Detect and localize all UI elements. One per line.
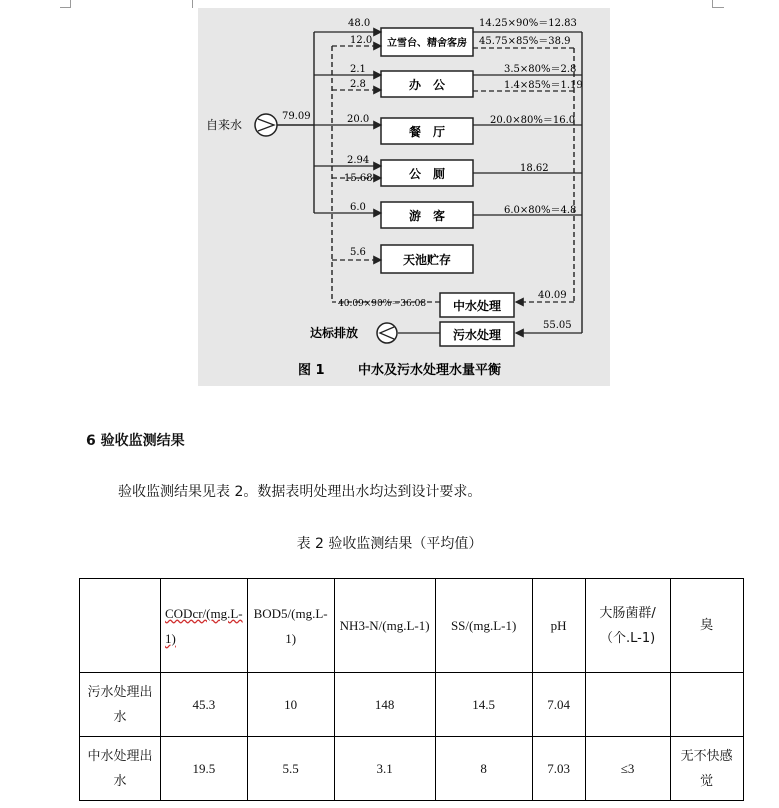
node-label-3: 餐 厅 (408, 125, 446, 139)
table-caption: 表 2 验收监测结果（平均值） (296, 536, 483, 552)
node-1-out-dash: 45.75×85%＝38.9 (479, 36, 571, 47)
source-label: 自来水 (206, 118, 243, 132)
header-cell-nh3n: NH3-N/(mg.L-1) (334, 579, 435, 673)
header-cell-ph: pH (532, 579, 585, 673)
corner-mark-left-h (60, 7, 71, 8)
node-label-4: 公 厕 (408, 167, 446, 181)
section-heading: 6 验收监测结果 (86, 433, 185, 449)
node-box-2 (381, 71, 473, 97)
reclaim-in-value: 40.09 (538, 290, 567, 301)
node-4-out-solid: 18.62 (520, 163, 549, 174)
figure-caption-text: 中水及污水处理水量平衡 (358, 363, 502, 378)
row2-label: 中水处理出水 (80, 737, 161, 801)
reclaim-box-label: 中水处理 (452, 299, 502, 313)
source-value: 79.09 (282, 111, 311, 122)
tap-water-pump-icon (255, 114, 277, 136)
node-4-in-solid: 2.94 (347, 155, 370, 166)
section-paragraph: 验收监测结果见表 2。数据表明处理出水均达到设计要求。 (118, 484, 482, 500)
node-4-in-dash: 15.68 (344, 173, 373, 184)
reclaim-return-value: 40.09×90%＝36.08 (338, 299, 427, 309)
water-balance-diagram (198, 8, 610, 386)
node-6-in-dash: 5.6 (350, 247, 366, 258)
corner-mark-right-h (712, 7, 724, 8)
node-box-5 (381, 202, 473, 228)
row1-ph: 7.04 (532, 673, 585, 737)
node-box-6 (381, 245, 473, 273)
row1-codcr: 45.3 (161, 673, 248, 737)
node-2-out-solid: 3.5×80%＝2.8 (504, 64, 577, 75)
node-2-in-solid: 2.1 (350, 64, 366, 75)
node-box-4 (381, 160, 473, 186)
row1-coliform (585, 673, 670, 737)
node-1-in-solid: 48.0 (348, 18, 371, 29)
node-label-6: 天池贮存 (402, 253, 452, 267)
row2-bod5: 5.5 (247, 737, 334, 801)
table-row (80, 673, 744, 737)
node-box-3 (381, 118, 473, 144)
node-label-1: 立雪台、精舍客房 (387, 38, 467, 49)
row1-bod5: 10 (247, 673, 334, 737)
node-3-out-solid: 20.0×80%＝16.0 (490, 115, 576, 126)
sewage-treatment-box (440, 322, 514, 346)
node-3-in-solid: 20.0 (347, 114, 370, 125)
header-codcr-label: CODcr/(mg.L-1) (165, 605, 243, 646)
row1-odor (670, 673, 743, 737)
node-2-in-dash: 2.8 (350, 79, 366, 90)
discharge-pump-icon (377, 323, 397, 343)
node-box-1 (381, 28, 473, 56)
node-label-5: 游 客 (408, 209, 446, 223)
discharge-label: 达标排放 (310, 326, 359, 340)
node-5-in-solid: 6.0 (350, 202, 366, 213)
row1-label: 污水处理出水 (80, 673, 161, 737)
figure-caption-num: 图 1 (298, 363, 325, 378)
header-cell-odor: 臭 (670, 579, 743, 673)
row2-nh3n: 3.1 (334, 737, 435, 801)
corner-mark-mid (192, 0, 193, 8)
row2-odor: 无不快感觉 (670, 737, 743, 801)
row2-ss: 8 (435, 737, 532, 801)
row2-ph: 7.03 (532, 737, 585, 801)
sewage-box-label: 污水处理 (452, 328, 502, 342)
table-row (80, 737, 744, 801)
water-balance-figure (198, 8, 610, 386)
sewage-in-value: 55.05 (543, 320, 572, 331)
row2-codcr: 19.5 (161, 737, 248, 801)
table-header-row (80, 579, 744, 673)
node-label-2: 办 公 (408, 78, 446, 92)
node-2-out-dash: 1.4×85%＝1.19 (504, 80, 583, 91)
header-cell-bod5: BOD5/(mg.L-1) (247, 579, 334, 673)
node-1-out-solid: 14.25×90%＝12.83 (479, 18, 577, 29)
header-cell-coliform: 大肠菌群/（个.L-1) (585, 579, 670, 673)
row1-ss: 14.5 (435, 673, 532, 737)
row1-nh3n: 148 (334, 673, 435, 737)
row2-coliform: ≤3 (585, 737, 670, 801)
node-5-out-solid: 6.0×80%＝4.8 (504, 205, 577, 216)
header-cell-ss: SS/(mg.L-1) (435, 579, 532, 673)
reclaim-treatment-box (440, 293, 514, 317)
header-cell-codcr (161, 579, 248, 673)
node-1-in-dash: 12.0 (350, 35, 373, 46)
results-table (79, 578, 744, 801)
header-cell-empty (80, 579, 161, 673)
